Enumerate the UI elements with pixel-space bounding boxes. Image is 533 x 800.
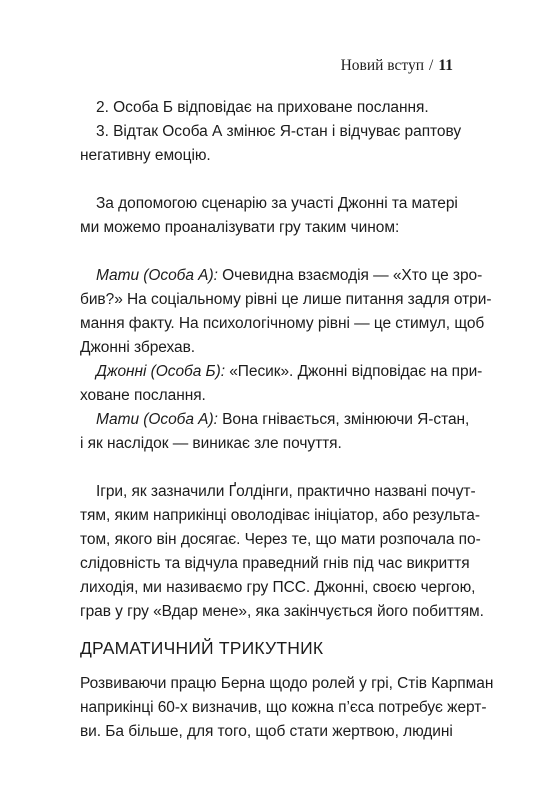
paragraph-gap <box>80 168 452 192</box>
text-line: тям, яким наприкінці оволодіває ініціатор, або результа- <box>80 507 480 524</box>
text-line: бив?» На соціальному рівні це лише питання задля отри- <box>80 291 492 308</box>
dialogue-mother-1 <box>80 264 492 360</box>
text-line: Ігри, як зазначили Ґолдінги, практично названі почут- <box>96 483 476 500</box>
text-line: лиходія, ми називаємо гру ПСС. Джонні, своєю чергою, <box>80 579 476 596</box>
speaker-label: Мати (Особа А): <box>96 411 218 428</box>
text-line: і як наслідок — виникає зле почуття. <box>80 435 342 452</box>
text-line: наприкінці 60-х визначив, що кожна п’єса потребує жерт- <box>80 699 487 716</box>
text-line <box>80 360 483 384</box>
text-line <box>80 264 483 288</box>
speech-text: Очевидна взаємодія — «Хто це зро- <box>217 267 483 284</box>
step-2 <box>80 96 452 120</box>
speech-text: «Песик». Джонні відповідає на при- <box>224 363 483 380</box>
speaker-label: Джонні (Особа Б): <box>96 363 225 380</box>
section-paragraph <box>80 672 494 744</box>
text-line: том, якого він досягає. Через те, що мати розпочала по- <box>80 531 481 548</box>
speaker-label: Мати (Особа А): <box>96 267 218 284</box>
section-gap <box>80 624 452 632</box>
intro-paragraph <box>80 192 458 240</box>
section-heading: ДРАМАТИЧНИЙ ТРИКУТНИК <box>80 638 324 658</box>
running-header <box>341 57 453 75</box>
speech-text: Вона гнівається, змінюючи Я-стан, <box>217 411 470 428</box>
text-line: ми можемо проаналізувати гру таким чином: <box>80 219 400 236</box>
text-line: 3. Відтак Особа А змінює Я-стан і відчуває раптову <box>96 123 462 140</box>
page-number: 11 <box>438 57 453 74</box>
text-line: ви. Ба більше, для того, щоб стати жертвою, людині <box>80 723 453 740</box>
games-paragraph <box>80 480 484 624</box>
text-line: мання факту. На психологічному рівні — це стимул, щоб <box>80 315 485 332</box>
paragraph-gap <box>80 240 452 264</box>
page-body <box>80 96 494 744</box>
step-3 <box>80 120 462 168</box>
section-gap <box>80 664 452 672</box>
chapter-title: Новий вступ <box>340 57 425 74</box>
text-line: Розвиваючи працю Берна щодо ролей у грі, Стів Карпман <box>80 675 494 692</box>
text-line: За допомогою сценарію за участі Джонні та матері <box>96 195 458 212</box>
text-line: ховане послання. <box>80 387 206 404</box>
text-line: грав у гру «Вдар мене», яка закінчується його побиттям. <box>80 603 484 620</box>
header-separator: / <box>429 57 434 74</box>
text-line: Джонні збрехав. <box>80 339 196 356</box>
text-line: негативну емоцію. <box>80 147 211 164</box>
text-line: слідовність та відчула праведний гнів під час викриття <box>80 555 470 572</box>
text-line: 2. Особа Б відповідає на приховане послання. <box>96 99 429 116</box>
text-line <box>80 408 470 432</box>
paragraph-gap <box>80 456 452 480</box>
dialogue-mother-2 <box>80 408 470 456</box>
dialogue-johnny <box>80 360 483 408</box>
